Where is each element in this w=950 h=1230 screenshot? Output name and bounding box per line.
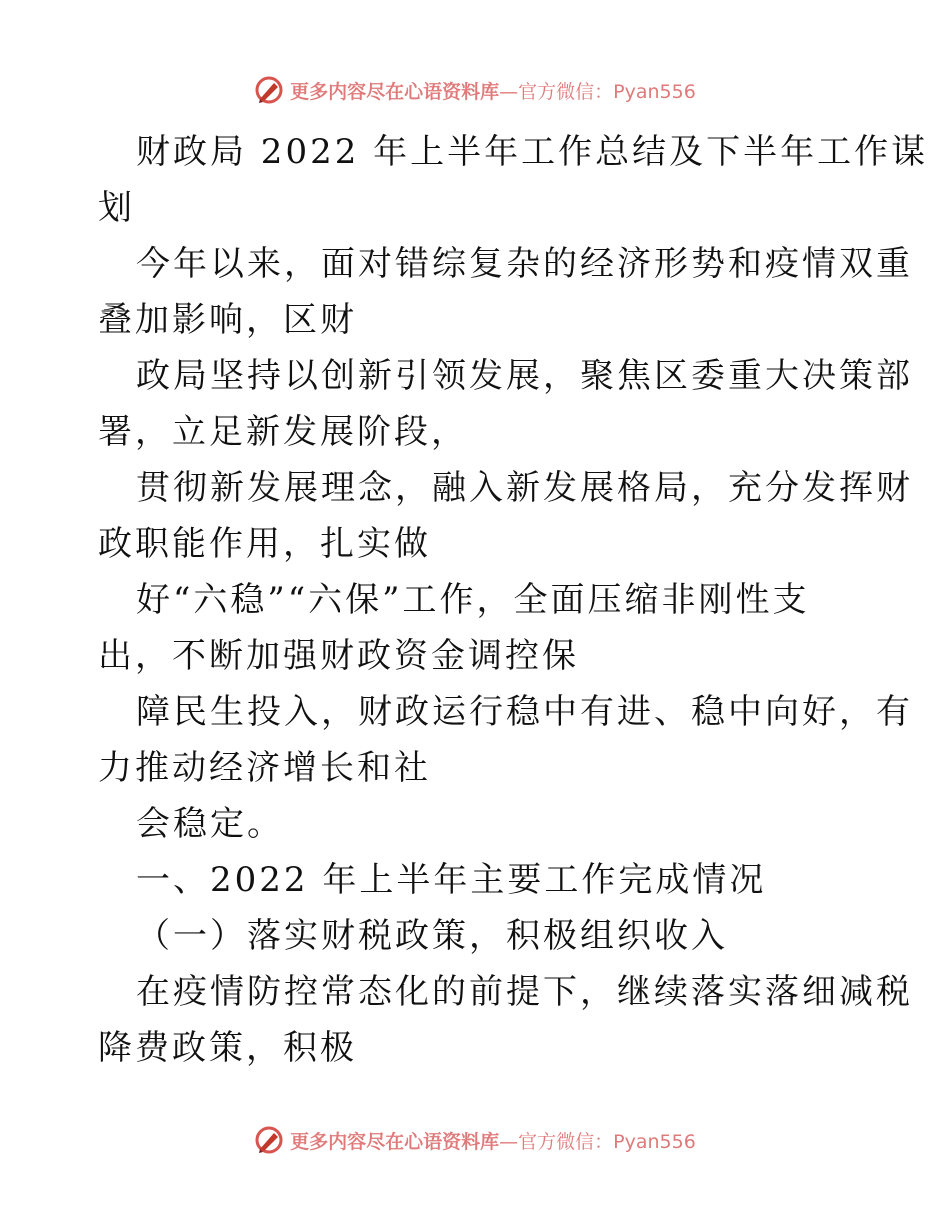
subsection-heading: （一）落实财税政策，积极组织收入: [136, 916, 728, 956]
section-heading: 一、2022 年上半年主要工作完成情况: [136, 860, 767, 900]
pen-logo-icon: [254, 75, 284, 105]
doc-line: 政局坚持以创新引领发展，聚焦区委重大决策部: [136, 356, 913, 396]
watermark-main-text: 更多内容尽在心语资料库: [290, 80, 500, 103]
doc-line: 出，不断加强财政资金调控保: [98, 636, 579, 676]
doc-line: 力推动经济增长和社: [98, 748, 431, 788]
pen-logo-icon: [254, 1125, 284, 1155]
doc-line: 署，立足新发展阶段，: [98, 412, 468, 452]
footer-watermark: [0, 1120, 950, 1160]
doc-line: 今年以来，面对错综复杂的经济形势和疫情双重: [136, 244, 913, 284]
doc-line: 在疫情防控常态化的前提下，继续落实落细减税: [136, 972, 913, 1012]
doc-line: 好“六稳”“六保”工作，全面压缩非刚性支: [136, 580, 810, 620]
doc-line: 障民生投入，财政运行稳中有进、稳中向好，有: [136, 692, 913, 732]
doc-line: 财政局 2022 年上半年工作总结及下半年工作谋: [136, 132, 929, 172]
doc-line: 政职能作用，扎实做: [98, 524, 431, 564]
doc-line: 叠加影响，区财: [98, 300, 357, 340]
doc-line: 降费政策，积极: [98, 1028, 357, 1068]
watermark-main-text: 更多内容尽在心语资料库: [290, 1130, 500, 1153]
doc-line: 会稳定。: [136, 804, 284, 844]
doc-line: 划: [98, 188, 135, 228]
watermark-sub-text: —官方微信：Pyan556: [499, 1130, 696, 1153]
document-body: [98, 124, 929, 1076]
doc-line: 贯彻新发展理念，融入新发展格局，充分发挥财: [136, 468, 913, 508]
watermark-sub-text: —官方微信：Pyan556: [499, 80, 696, 103]
header-watermark: [0, 70, 950, 110]
